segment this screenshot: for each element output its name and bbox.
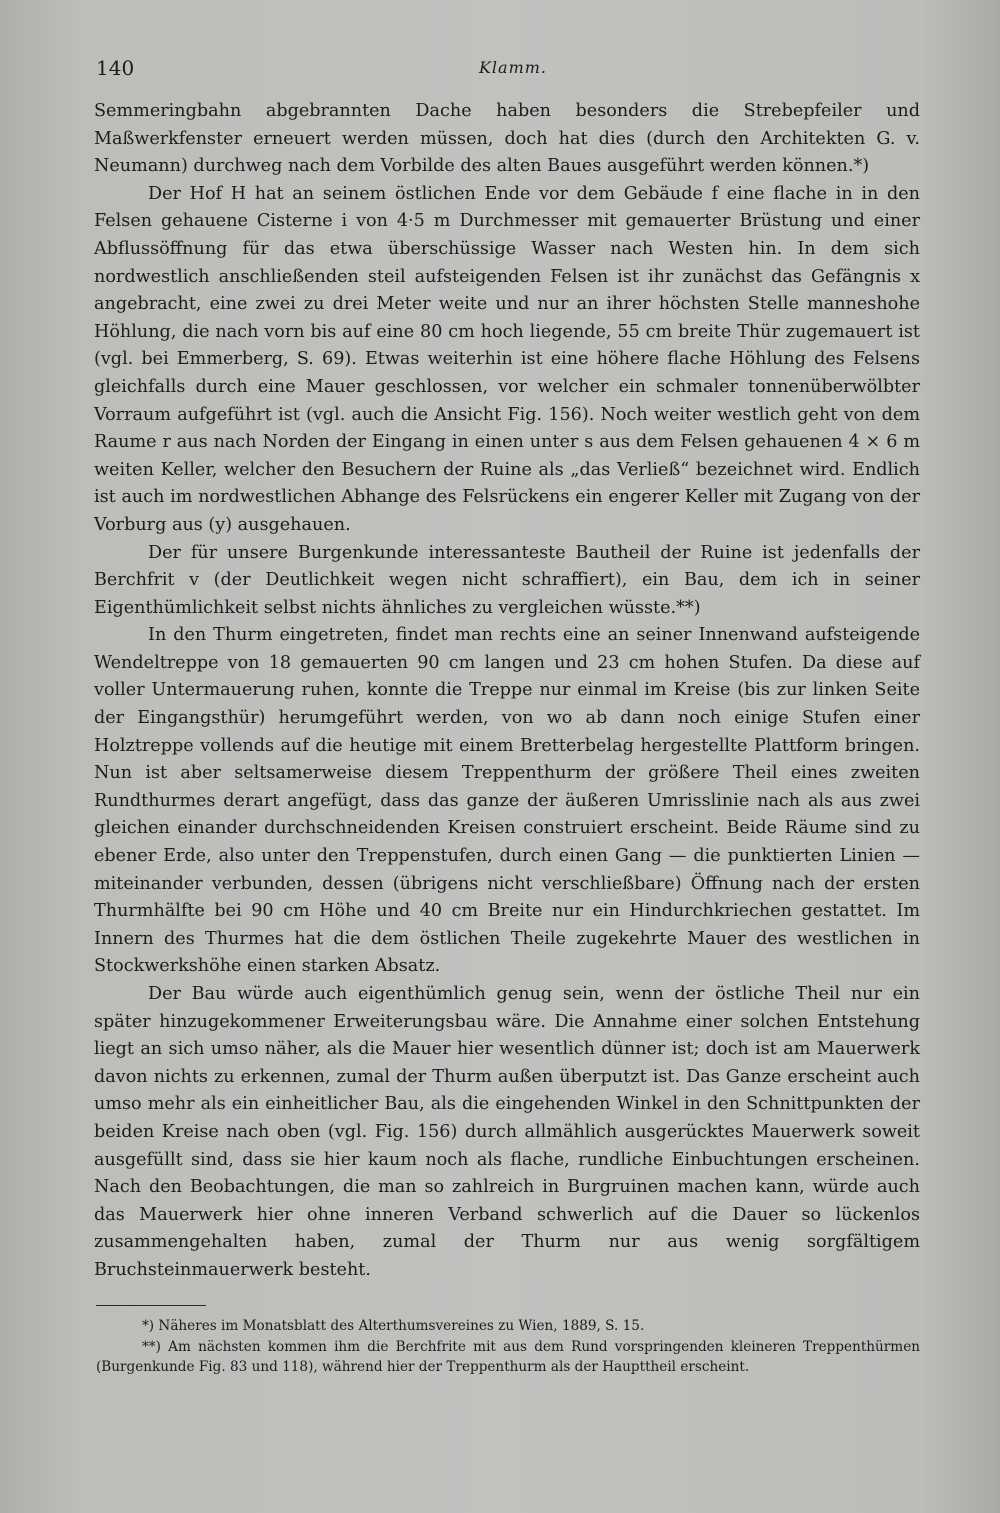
page-number: 140 bbox=[96, 56, 135, 80]
page-header bbox=[96, 56, 930, 86]
running-head: Klamm. bbox=[478, 58, 548, 77]
paragraph: Der Hof H hat an seinem östlichen Ende vor dem Gebäude f eine flache in in den Felsen gehauene Cisterne i von 4·5 m Durchmesser mit gemauerter Brüstung und einer Abflussöffnung für das etwa überschüssige Wasser nach Westen hin. In dem sich nordwestlich anschließenden steil aufsteigenden Felsen ist ihr zunächst das Gefängnis x angebracht, eine zwei zu drei Meter weite und nur an ihrer höchsten Stelle manneshohe Höhlung, die nach vorn bis auf eine 80 cm hoch liegende, 55 cm breite Thür zugemauert ist (vgl. bei Emmerberg, S. 69). Etwas weiterhin ist eine höhere flache Höhlung des Felsens gleichfalls durch eine Mauer geschlossen, vor welcher ein schmaler tonnenüberwölbter Vorraum aufgeführt ist (vgl. auch die Ansicht Fig. 156). Noch weiter westlich geht von dem Raume r aus nach Norden der Eingang in einen unter s aus dem Felsen gehauenen 4 × 6 m weiten Keller, welcher den Besuchern der Ruine als „das Verließ“ bezeichnet wird. Endlich ist auch im nordwestlichen Abhange des Felsrückens ein engerer Keller mit Zugang von der Vorburg aus (y) ausgehauen. bbox=[94, 183, 920, 535]
paragraph: Der für unsere Burgenkunde interessanteste Bautheil der Ruine ist jedenfalls der Berchfrit v (der Deutlichkeit wegen nicht schraffiert), ein Bau, dem ich in seiner Eigenthümlichkeit selbst nichts ähnliches zu vergleichen wüsste.**) bbox=[94, 542, 920, 618]
paragraph: Der Bau würde auch eigenthümlich genug sein, wenn der östliche Theil nur ein später hinzugekommener Erweiterungsbau wäre. Die Annahme einer solchen Entstehung liegt an sich umso näher, als die Mauer hier wesentlich dünner ist; doch ist am Mauerwerk davon nichts zu erkennen, zumal der Thurm außen überputzt ist. Das Ganze erscheint auch umso mehr als ein einheitlicher Bau, als die eingehenden Winkel in den Schnittpunkten der beiden Kreise nach oben (vgl. Fig. 156) durch allmählich ausgerücktes Mauerwerk soweit ausgefüllt sind, dass sie hier kaum noch als flache, rundliche Einbuchtungen erscheinen. Nach den Beobachtungen, die man so zahlreich in Burgruinen machen kann, würde auch das Mauerwerk hier ohne inneren Verband schwerlich auf die Dauer so lückenlos zusammengehalten haben, zumal der Thurm nur aus wenig sorgfältigem Bruchsteinmauerwerk besteht. bbox=[94, 984, 920, 1280]
footnotes bbox=[96, 1316, 920, 1378]
footnote: *) Näheres im Monatsblatt des Alterthumsvereines zu Wien, 1889, S. 15. bbox=[142, 1318, 645, 1334]
body-text bbox=[94, 98, 920, 1285]
footnote-divider bbox=[96, 1305, 206, 1306]
footnote: **) Am nächsten kommen ihm die Berchfrite mit aus dem Rund vorspringenden kleineren Treppenthürmen (Burgenkunde Fig. 83 und 118), während hier der Treppenthurm als der Haupttheil erscheint. bbox=[96, 1338, 920, 1375]
paragraph: Semmeringbahn abgebrannten Dache haben besonders die Strebepfeiler und Maßwerkfenster erneuert werden müssen, doch hat dies (durch den Architekten G. v. Neumann) durchweg nach dem Vorbilde des alten Baues ausgeführt werden können.*) bbox=[94, 101, 920, 177]
paragraph: In den Thurm eingetreten, findet man rechts eine an seiner Innenwand aufsteigende Wendeltreppe von 18 gemauerten 90 cm langen und 23 cm hohen Stufen. Da diese auf voller Untermauerung ruhen, konnte die Treppe nur einmal im Kreise (bis zur linken Seite der Eingangsthür) herumgeführt werden, von wo ab dann noch einige Stufen einer Holztreppe vollends auf die heutige mit einem Bretterbelag hergestellte Plattform bringen. Nun ist aber seltsamerweise diesem Treppenthurm der größere Theil eines zweiten Rundthurmes derart angefügt, dass das ganze der äußeren Umrisslinie nach als aus zwei gleichen einander durchschneidenden Kreisen construiert erscheint. Beide Räume sind zu ebener Erde, also unter den Treppenstufen, durch einen Gang — die punktierten Linien — miteinander verbunden, dessen (übrigens nicht verschließbare) Öffnung nach der ersten Thurmhälfte bei 90 cm Höhe und 40 cm Breite nur ein Hindurchkriechen gestattet. Im Innern des Thurmes hat die dem östlichen Theile zugekehrte Mauer des westlichen in Stockwerkshöhe einen starken Absatz. bbox=[94, 625, 920, 977]
